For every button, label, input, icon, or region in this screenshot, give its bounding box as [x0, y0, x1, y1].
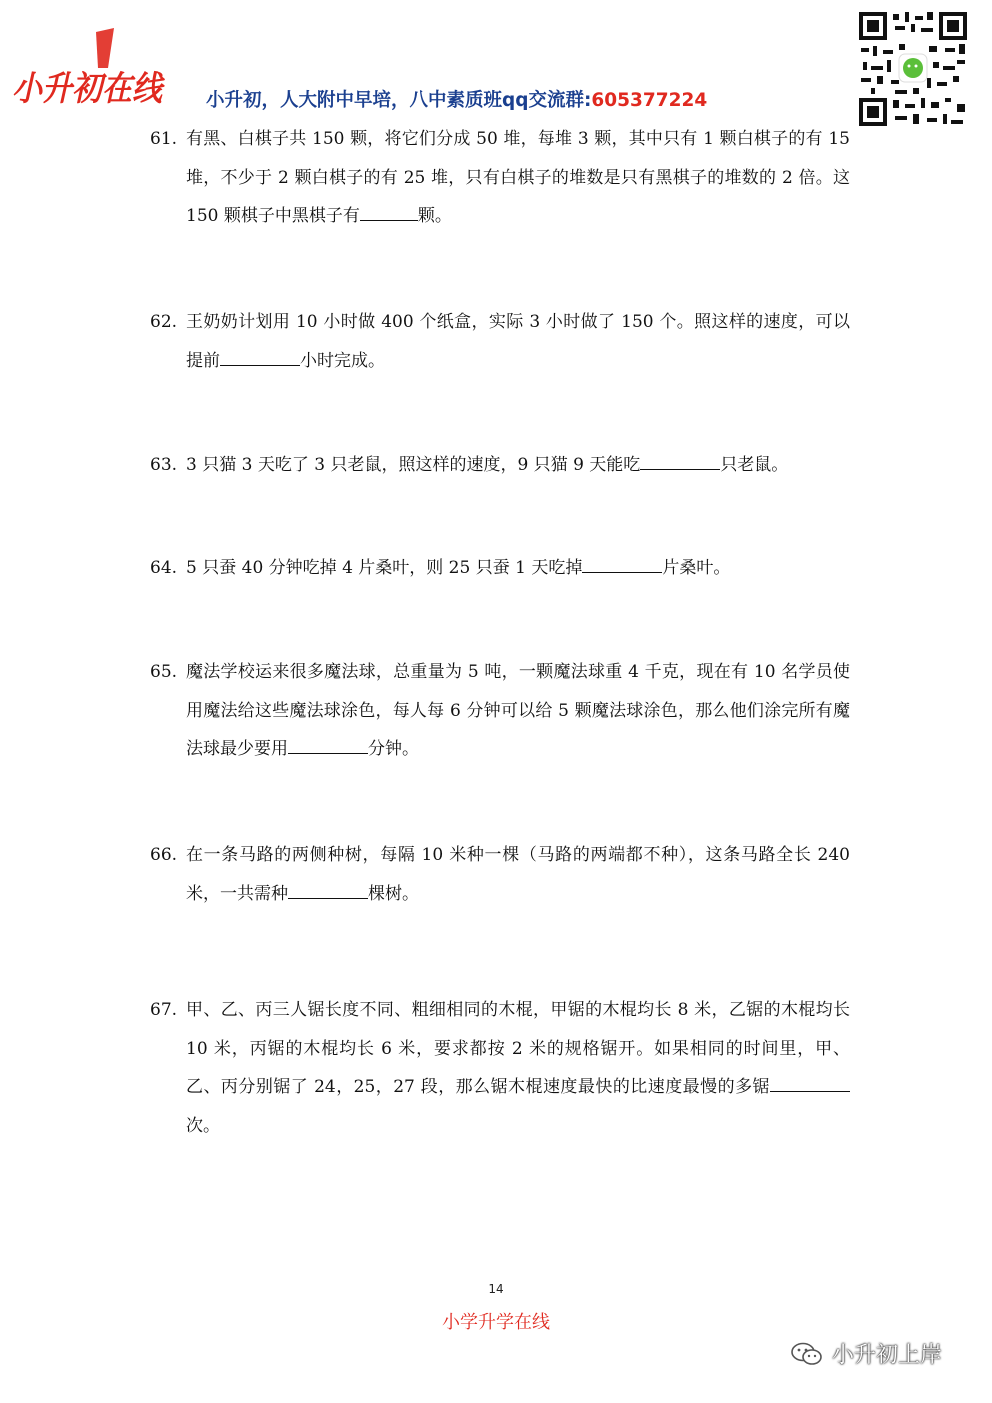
header-banner	[206, 86, 707, 112]
question-text	[186, 303, 850, 380]
logo-text: 小升初在线	[12, 70, 166, 108]
header-colon: :	[584, 90, 592, 111]
answer-blank[interactable]	[640, 452, 720, 470]
question-text	[186, 446, 850, 485]
page-number: 14	[488, 1282, 504, 1296]
question-tail: 棵树。	[368, 883, 419, 904]
watermark-text: 小升初上岸	[832, 1343, 943, 1368]
question-text	[186, 836, 850, 913]
answer-blank[interactable]	[770, 1074, 850, 1092]
question-64	[150, 549, 850, 588]
question-tail: 小时完成。	[300, 350, 385, 371]
answer-blank[interactable]	[360, 203, 418, 221]
question-tail: 颗。	[417, 206, 452, 226]
question-stem: 有黑、白棋子共 150 颗，将它们分成 50 堆，每堆 3 颗，其中只有 1 颗白棋子的有 15 堆，不少于 2 颗白棋子的有 25 堆，只有白棋子的堆数是只有黑棋子的堆数的 2 倍。这 150 颗棋子中黑棋子有	[186, 129, 850, 226]
question-number: 66.	[150, 845, 178, 865]
question-tail: 次。	[186, 1115, 220, 1136]
question-67	[150, 991, 850, 1145]
question-tail: 分钟。	[368, 739, 419, 759]
answer-blank[interactable]	[582, 555, 662, 573]
question-text	[186, 549, 850, 588]
question-stem: 3 只猫 3 天吃了 3 只老鼠，照这样的速度，9 只猫 9 天能吃	[186, 455, 641, 475]
wechat-icon	[790, 1342, 824, 1366]
question-number: 65.	[150, 662, 178, 682]
question-tail: 片桑叶。	[662, 558, 731, 578]
answer-blank[interactable]	[288, 736, 368, 754]
question-number: 61.	[150, 129, 178, 149]
question-66	[150, 836, 850, 913]
header-qq-text: qq交流群	[502, 90, 585, 111]
footer-site-name: 小学升学在线	[442, 1312, 550, 1333]
question-61	[150, 120, 850, 236]
question-text	[186, 653, 850, 769]
question-stem: 魔法学校运来很多魔法球，总重量为 5 吨，一颗魔法球重 4 千克，现在有 10 名学员使用魔法给这些魔法球涂色，每人每 6 分钟可以给 5 颗魔法球涂色，那么他们涂完所有魔法球最少要用	[186, 662, 850, 759]
site-logo	[10, 28, 170, 112]
question-62	[150, 303, 850, 380]
header-qq-number: 605377224	[591, 90, 708, 111]
question-tail: 只老鼠。	[720, 455, 789, 475]
question-65	[150, 653, 850, 769]
question-number: 64.	[150, 558, 178, 578]
question-text	[186, 120, 850, 236]
question-number: 63.	[150, 455, 178, 475]
question-stem: 在一条马路的两侧种树，每隔 10 米种一棵（马路的两端都不种），这条马路全长 240 米，一共需种	[186, 845, 850, 904]
question-63	[150, 446, 850, 485]
qr-code-icon	[857, 10, 969, 128]
question-text	[186, 991, 850, 1145]
question-stem: 5 只蚕 40 分钟吃掉 4 片桑叶，则 25 只蚕 1 天吃掉	[186, 558, 583, 578]
question-stem: 王奶奶计划用 10 小时做 400 个纸盒，实际 3 小时做了 150 个。照这样的速度，可以提前	[186, 312, 850, 371]
answer-blank[interactable]	[288, 881, 368, 899]
question-number: 67.	[150, 1000, 178, 1020]
answer-blank[interactable]	[220, 348, 300, 366]
question-number: 62.	[150, 312, 178, 332]
watermark	[790, 1338, 942, 1369]
question-stem: 甲、乙、丙三人锯长度不同、粗细相同的木棍，甲锯的木棍均长 8 米，乙锯的木棍均长 10 米，丙锯的木棍均长 6 米，要求都按 2 米的规格锯开。如果相同的时间里，甲、乙、丙分别锯了 24，25，27 段，那么锯木棍速度最快的比速度最慢的多锯	[186, 1000, 850, 1097]
header-main-text: 小升初，人大附中早培，八中素质班	[206, 90, 503, 111]
